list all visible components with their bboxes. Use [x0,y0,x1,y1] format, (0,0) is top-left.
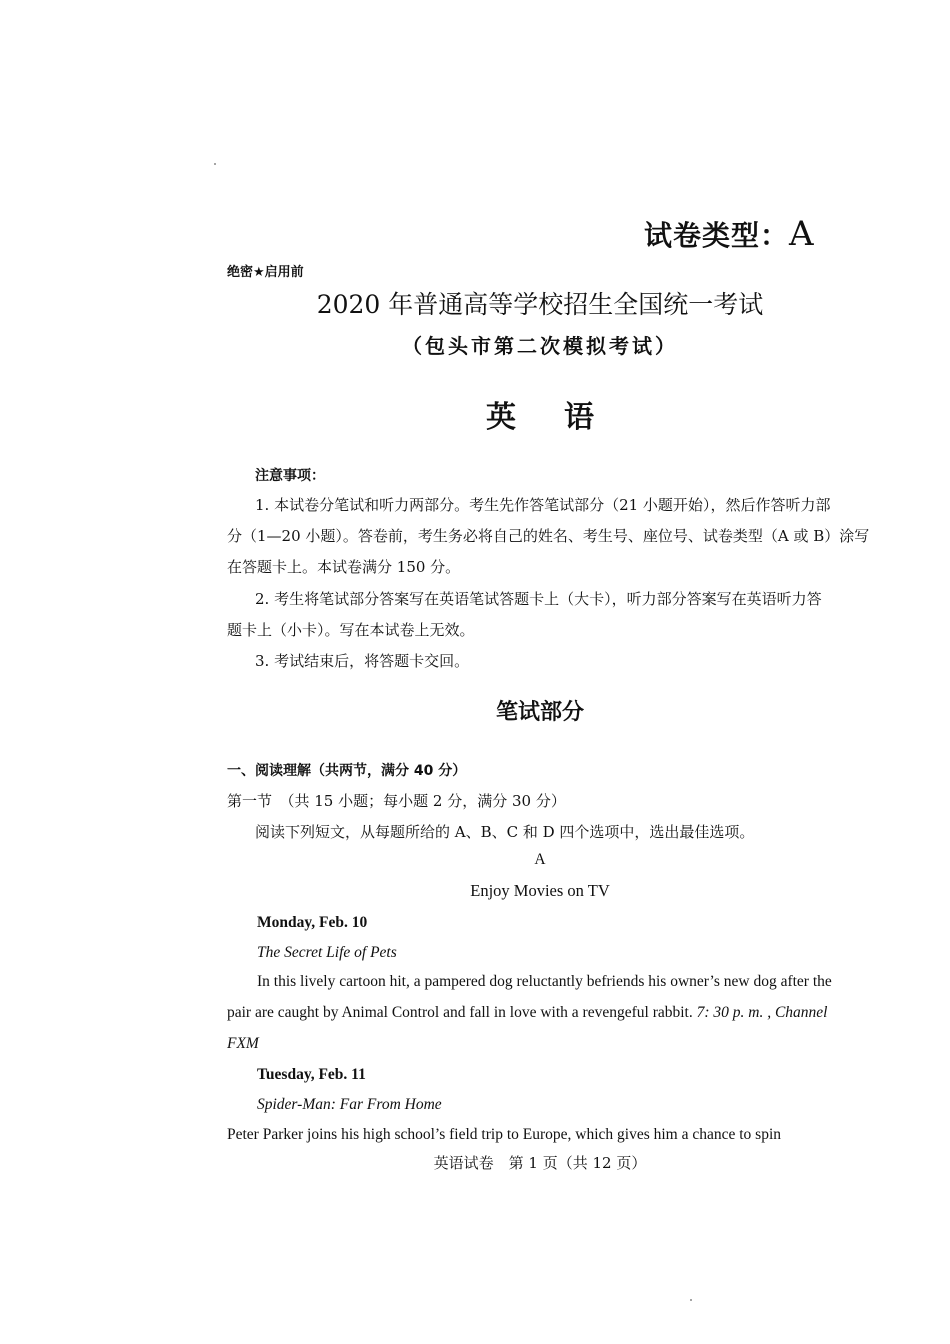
entry-date: Tuesday, Feb. 11 [257,1066,366,1083]
confidential-mark: 绝密★启用前 [227,265,304,280]
movie-description-line [227,1004,828,1022]
subject-char-2: 语 [564,400,594,435]
subsection-heading: 第一节 （共 15 小题；每小题 2 分，满分 30 分） [227,792,566,810]
notes-line: 分（1—20 小题）。答卷前，考生务必将自己的姓名、考生号、座位号、试卷类型（A 或 B）涂写 [227,527,870,545]
notes-line: 2. 考生将笔试部分答案写在英语笔试答题卡上（大卡），听力部分答案写在英语听力答 [255,590,822,608]
channel-name: FXM [227,1035,259,1052]
section-title: 笔试部分 [495,700,584,725]
scan-speck [214,163,216,165]
showtime-channel: 7: 30 p. m. , Channel [696,1004,828,1021]
subject-title [0,392,950,436]
part-heading: 一、阅读理解（共两节，满分 40 分） [227,763,467,779]
notes-line: 1. 本试卷分笔试和听力两部分。考生先作答笔试部分（21 小题开始），然后作答听力部 [255,496,831,514]
movie-title: The Secret Life of Pets [257,944,397,961]
paper-type-text: 试卷类型： [644,219,790,252]
paper-type-value: A [789,214,815,254]
movie-description-cont: pair are caught by Animal Control and fall in love with a revengeful rabbit. [227,1004,693,1021]
subject-char-1: 英 [486,400,516,435]
scan-speck [690,1299,692,1301]
notes-heading: 注意事项： [255,468,325,484]
movie-title: Spider-Man: Far From Home [257,1096,442,1113]
movie-description: Peter Parker joins his high school’s field trip to Europe, which gives him a chance to spin [227,1126,782,1143]
exam-subtitle: （包头市第二次模拟考试） [402,334,678,358]
exam-title: 2020 年普通高等学校招生全国统一考试 [316,290,764,319]
passage-label: A [534,851,546,868]
page-footer: 英语试卷 第 1 页（共 12 页） [433,1154,647,1172]
entry-date: Monday, Feb. 10 [257,914,368,931]
notes-line: 题卡上（小卡）。写在本试卷上无效。 [227,621,475,639]
notes-line: 3. 考试结束后，将答题卡交回。 [255,652,470,670]
instruction-text: 阅读下列短文，从每题所给的 A、B、C 和 D 四个选项中，选出最佳选项。 [255,823,755,841]
movie-description: In this lively cartoon hit, a pampered dog reluctantly befriends his owner’s new dog after the [257,973,832,990]
passage-title: Enjoy Movies on TV [470,881,610,900]
paper-type-label [644,214,815,254]
notes-line: 在答题卡上。本试卷满分 150 分。 [227,558,461,576]
